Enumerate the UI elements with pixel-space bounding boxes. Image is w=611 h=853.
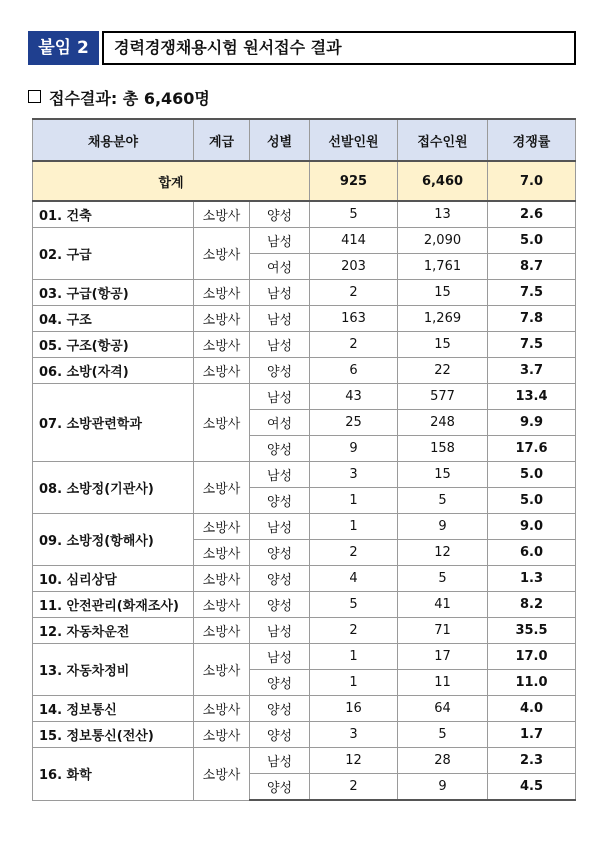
field-cell: 02. 구급 [33,228,194,280]
field-cell: 07. 소방관련학과 [33,384,194,462]
field-cell: 05. 구조(항공) [33,332,194,358]
total-row [33,161,576,201]
gender-cell: 양성 [250,201,310,228]
gender-cell: 양성 [250,566,310,592]
field-cell: 15. 정보통신(전산) [33,722,194,748]
selected-count-cell: 2 [310,774,398,801]
applied-count-cell: 248 [398,410,488,436]
column-header: 채용분야 [33,119,194,161]
gender-cell: 여성 [250,254,310,280]
gender-cell: 남성 [250,384,310,410]
applied-count-cell: 15 [398,332,488,358]
competition-rate-cell: 1.7 [488,722,576,748]
competition-rate-cell: 2.6 [488,201,576,228]
table-row [33,514,576,540]
applied-count-cell: 11 [398,670,488,696]
rank-cell: 소방사 [194,306,250,332]
selected-count-cell: 2 [310,618,398,644]
selected-count-cell: 16 [310,696,398,722]
selected-count-cell: 4 [310,566,398,592]
selected-count-cell: 1 [310,644,398,670]
selected-count-cell: 2 [310,540,398,566]
competition-rate-cell: 7.5 [488,280,576,306]
selected-count-cell: 163 [310,306,398,332]
competition-rate-cell: 7.8 [488,306,576,332]
document-title: 경력경쟁채용시험 원서접수 결과 [102,31,576,65]
applied-count-cell: 1,269 [398,306,488,332]
section-subtitle [28,86,210,109]
rank-cell: 소방사 [194,280,250,306]
selected-count-cell: 1 [310,514,398,540]
total-label: 합계 [33,161,310,201]
competition-rate-cell: 6.0 [488,540,576,566]
attachment-badge: 붙임 2 [28,31,99,65]
rank-cell: 소방사 [194,332,250,358]
competition-rate-cell: 13.4 [488,384,576,410]
applied-count-cell: 12 [398,540,488,566]
table-row [33,748,576,774]
selected-count-cell: 3 [310,462,398,488]
gender-cell: 양성 [250,436,310,462]
competition-rate-cell: 9.9 [488,410,576,436]
rank-cell: 소방사 [194,384,250,462]
rank-cell: 소방사 [194,462,250,514]
field-cell: 09. 소방정(항해사) [33,514,194,566]
gender-cell: 남성 [250,644,310,670]
applied-count-cell: 71 [398,618,488,644]
field-cell: 10. 심리상담 [33,566,194,592]
gender-cell: 양성 [250,774,310,801]
table-row [33,592,576,618]
table-row [33,306,576,332]
applied-count-cell: 9 [398,774,488,801]
rank-cell: 소방사 [194,540,250,566]
total-rate: 7.0 [488,161,576,201]
competition-rate-cell: 5.0 [488,488,576,514]
applied-count-cell: 1,761 [398,254,488,280]
applied-count-cell: 2,090 [398,228,488,254]
document-header [28,31,576,65]
gender-cell: 양성 [250,592,310,618]
total-applied: 6,460 [398,161,488,201]
applied-count-cell: 9 [398,514,488,540]
competition-rate-cell: 1.3 [488,566,576,592]
gender-cell: 양성 [250,722,310,748]
column-header: 계급 [194,119,250,161]
column-header: 선발인원 [310,119,398,161]
gender-cell: 남성 [250,514,310,540]
checkbox-square-icon [28,90,41,103]
field-cell: 14. 정보통신 [33,696,194,722]
gender-cell: 여성 [250,410,310,436]
table-row [33,358,576,384]
competition-rate-cell: 9.0 [488,514,576,540]
competition-rate-cell: 35.5 [488,618,576,644]
gender-cell: 양성 [250,358,310,384]
table-row [33,696,576,722]
field-cell: 03. 구급(항공) [33,280,194,306]
selected-count-cell: 5 [310,592,398,618]
table-row [33,228,576,254]
selected-count-cell: 1 [310,670,398,696]
selected-count-cell: 43 [310,384,398,410]
applied-count-cell: 13 [398,201,488,228]
competition-rate-cell: 8.7 [488,254,576,280]
table-row [33,566,576,592]
competition-rate-cell: 2.3 [488,748,576,774]
selected-count-cell: 2 [310,280,398,306]
applied-count-cell: 22 [398,358,488,384]
field-cell: 16. 화학 [33,748,194,801]
field-cell: 04. 구조 [33,306,194,332]
competition-rate-cell: 17.6 [488,436,576,462]
gender-cell: 양성 [250,670,310,696]
field-cell: 08. 소방정(기관사) [33,462,194,514]
applied-count-cell: 5 [398,566,488,592]
rank-cell: 소방사 [194,696,250,722]
table-row [33,644,576,670]
field-cell: 12. 자동차운전 [33,618,194,644]
applied-count-cell: 17 [398,644,488,670]
competition-rate-cell: 3.7 [488,358,576,384]
gender-cell: 남성 [250,462,310,488]
gender-cell: 남성 [250,618,310,644]
applied-count-cell: 41 [398,592,488,618]
rank-cell: 소방사 [194,748,250,801]
results-table [32,118,576,801]
gender-cell: 양성 [250,540,310,566]
gender-cell: 양성 [250,488,310,514]
table-row [33,280,576,306]
field-cell: 01. 건축 [33,201,194,228]
subtitle-text: 접수결과: 총 6,460명 [49,89,210,108]
gender-cell: 남성 [250,748,310,774]
competition-rate-cell: 4.5 [488,774,576,801]
applied-count-cell: 5 [398,488,488,514]
rank-cell: 소방사 [194,201,250,228]
table-row [33,201,576,228]
table-row [33,462,576,488]
competition-rate-cell: 8.2 [488,592,576,618]
selected-count-cell: 25 [310,410,398,436]
rank-cell: 소방사 [194,722,250,748]
applied-count-cell: 5 [398,722,488,748]
competition-rate-cell: 17.0 [488,644,576,670]
applied-count-cell: 158 [398,436,488,462]
competition-rate-cell: 11.0 [488,670,576,696]
total-selected: 925 [310,161,398,201]
selected-count-cell: 12 [310,748,398,774]
applied-count-cell: 64 [398,696,488,722]
selected-count-cell: 5 [310,201,398,228]
competition-rate-cell: 5.0 [488,462,576,488]
rank-cell: 소방사 [194,618,250,644]
selected-count-cell: 414 [310,228,398,254]
selected-count-cell: 203 [310,254,398,280]
gender-cell: 남성 [250,306,310,332]
selected-count-cell: 3 [310,722,398,748]
table-body [33,161,576,800]
gender-cell: 남성 [250,332,310,358]
gender-cell: 남성 [250,228,310,254]
column-header: 성별 [250,119,310,161]
table-row [33,618,576,644]
table-row [33,722,576,748]
applied-count-cell: 15 [398,462,488,488]
field-cell: 06. 소방(자격) [33,358,194,384]
table-header-row [33,119,576,161]
table-row [33,332,576,358]
rank-cell: 소방사 [194,358,250,384]
column-header: 경쟁률 [488,119,576,161]
selected-count-cell: 6 [310,358,398,384]
rank-cell: 소방사 [194,228,250,280]
gender-cell: 남성 [250,280,310,306]
gender-cell: 양성 [250,696,310,722]
competition-rate-cell: 4.0 [488,696,576,722]
table-row [33,384,576,410]
applied-count-cell: 28 [398,748,488,774]
field-cell: 13. 자동차정비 [33,644,194,696]
competition-rate-cell: 7.5 [488,332,576,358]
selected-count-cell: 1 [310,488,398,514]
applied-count-cell: 577 [398,384,488,410]
selected-count-cell: 9 [310,436,398,462]
applied-count-cell: 15 [398,280,488,306]
rank-cell: 소방사 [194,592,250,618]
competition-rate-cell: 5.0 [488,228,576,254]
column-header: 접수인원 [398,119,488,161]
rank-cell: 소방사 [194,566,250,592]
rank-cell: 소방사 [194,644,250,696]
rank-cell: 소방사 [194,514,250,540]
selected-count-cell: 2 [310,332,398,358]
field-cell: 11. 안전관리(화재조사) [33,592,194,618]
